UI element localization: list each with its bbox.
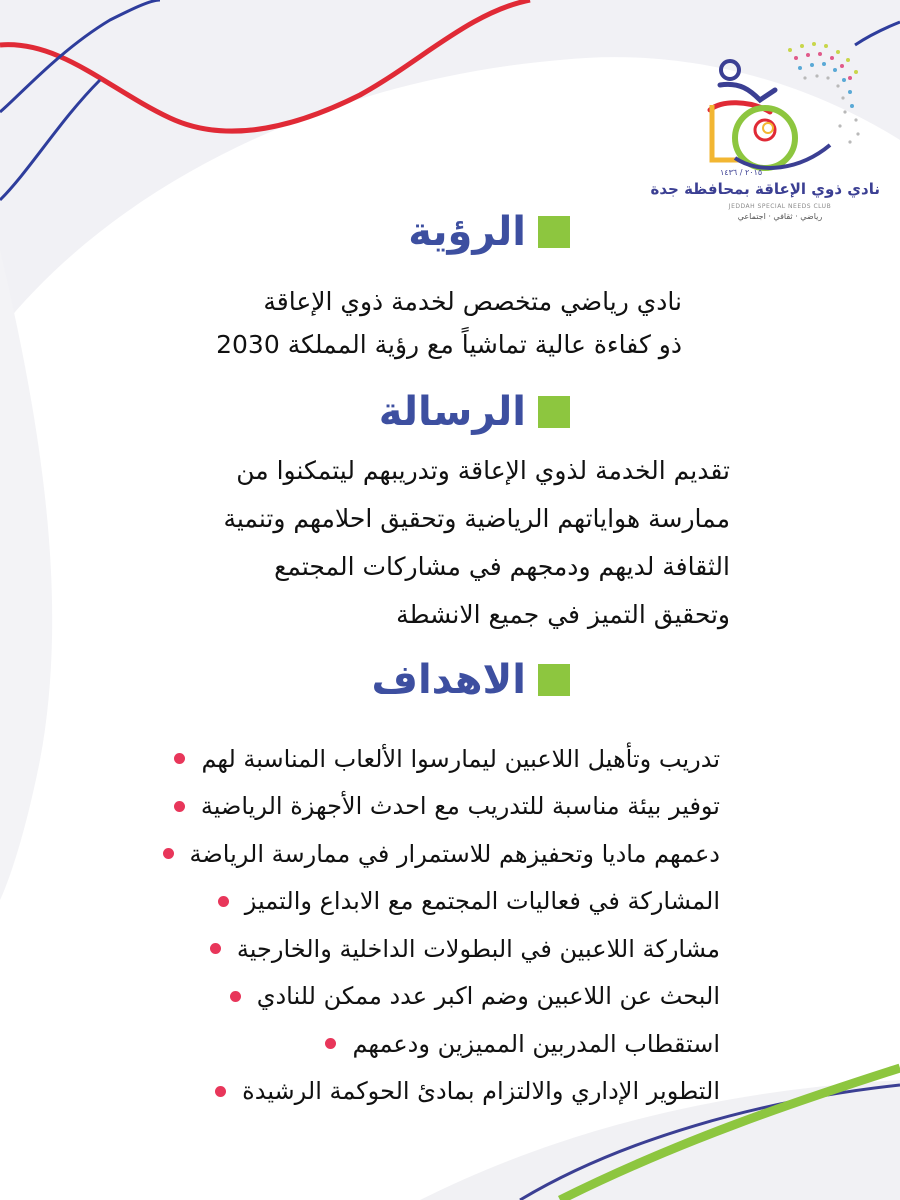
vision-text	[216, 280, 682, 366]
green-square-icon	[538, 396, 570, 428]
club-logo	[650, 30, 880, 221]
green-square-icon	[538, 216, 570, 248]
logo-name: نادي ذوي الإعاقة بمحافظة جدة	[650, 180, 880, 198]
list-item: التطوير الإداري والالتزام بمادئ الحوكمة الرشيدة	[163, 1068, 720, 1116]
bullet-icon	[215, 1086, 226, 1097]
mission-line: ممارسة هواياتهم الرياضية وتحقيق احلامهم وتنمية	[223, 504, 730, 533]
bullet-icon	[174, 753, 185, 764]
logo-english-name: JEDDAH SPECIAL NEEDS CLUB	[728, 203, 832, 210]
bullet-icon	[218, 896, 229, 907]
list-item: تدريب وتأهيل اللاعبين ليمارسوا الألعاب المناسبة لهم	[163, 735, 720, 783]
list-item: استقطاب المدربين المميزين ودعمهم	[163, 1020, 720, 1068]
list-item: مشاركة اللاعبين في البطولات الداخلية والخارجية	[163, 925, 720, 973]
list-item: دعمهم ماديا وتحفيزهم للاستمرار في ممارسة الرياضة	[163, 830, 720, 878]
bullet-icon	[210, 943, 221, 954]
goals-heading	[371, 657, 570, 703]
list-item: البحث عن اللاعبين وضم اكبر عدد ممكن للنادي	[163, 973, 720, 1021]
bullet-icon	[230, 991, 241, 1002]
list-item: توفير بيئة مناسبة للتدريب مع احدث الأجهزة الرياضية	[163, 783, 720, 831]
logo-tagline: رياضي · ثقافي · اجتماعي	[737, 212, 823, 221]
wheelchair-athlete-icon	[680, 30, 880, 180]
vision-line: ذو كفاءة عالية تماشياً مع رؤية المملكة 2030	[216, 330, 682, 359]
goals-list	[163, 735, 720, 1115]
grey-background-shape	[0, 250, 52, 900]
bullet-icon	[174, 801, 185, 812]
vision-heading	[408, 209, 570, 255]
bullet-icon	[325, 1038, 336, 1049]
logo-year: ٢٠١٥ / ١٤٣٦	[720, 168, 763, 177]
vision-title: الرؤية	[408, 209, 526, 255]
goals-title: الاهداف	[371, 657, 526, 703]
green-square-icon	[538, 664, 570, 696]
mission-heading	[378, 389, 570, 435]
mission-line: وتحقيق التميز في جميع الانشطة	[396, 600, 730, 629]
mission-text	[223, 447, 730, 639]
mission-line: تقديم الخدمة لذوي الإعاقة وتدريبهم ليتمكنوا من	[236, 456, 730, 485]
mission-line: الثقافة لديهم ودمجهم في مشاركات المجتمع	[274, 552, 730, 581]
mission-title: الرسالة	[378, 389, 526, 435]
bullet-icon	[163, 848, 174, 859]
list-item: المشاركة في فعاليات المجتمع مع الابداع والتميز	[163, 878, 720, 926]
vision-line: نادي رياضي متخصص لخدمة ذوي الإعاقة	[263, 287, 682, 316]
